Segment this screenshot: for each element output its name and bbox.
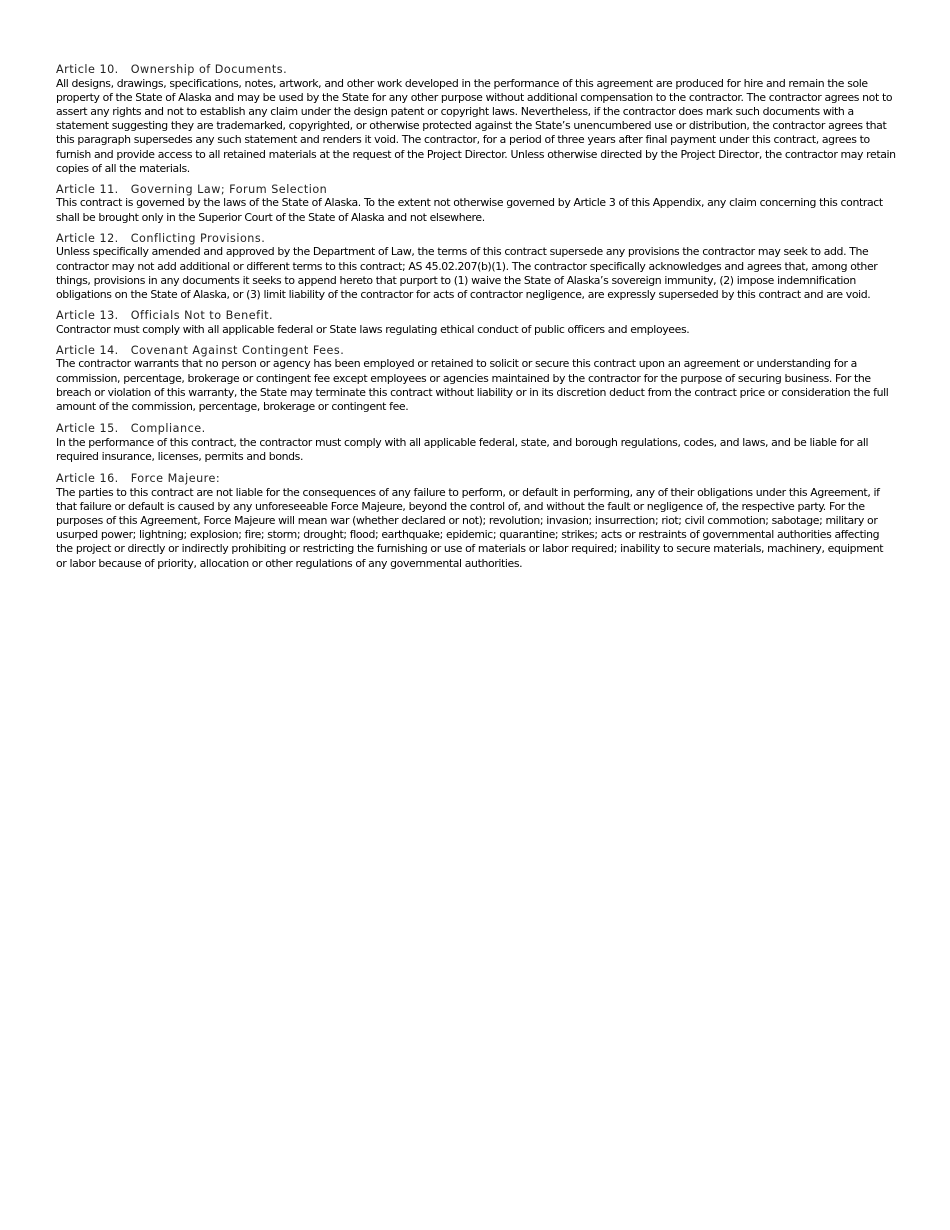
article-number: Article 15. (56, 422, 119, 436)
article-heading (56, 309, 896, 323)
article-body: Unless specifically amended and approved by the Department of Law, the terms of this contract supersede any provisions the contractor may seek to add. The contractor may not add additional or different terms to this contract; AS 45.02.207(b)(1). The contractor specifically acknowledges and agrees that, among other things, provisions in any documents it seeks to append hereto that purport to (1) waive the State of Alaska’s sovereign immunity, (2) impose indemnification obligations on the State of Alaska, or (3) limit liability of the contractor for acts of contractor negligence, are expressly superseded by this contract and are void. (56, 245, 878, 301)
article-13 (56, 309, 896, 337)
article-title: Ownership of Documents. (130, 63, 288, 76)
article-title: Officials Not to Benefit. (130, 309, 274, 323)
article-16 (56, 472, 896, 571)
article-heading (56, 232, 896, 246)
article-number: Article 14. (56, 343, 119, 357)
article-number: Article 16. (56, 472, 119, 486)
document-page (56, 63, 896, 578)
article-14 (56, 344, 896, 414)
article-11 (56, 183, 896, 225)
article-title: Covenant Against Contingent Fees. (130, 343, 345, 357)
article-heading (56, 63, 896, 77)
article-12 (56, 232, 896, 302)
article-15 (56, 422, 896, 464)
article-title: Compliance. (130, 422, 206, 436)
article-body: All designs, drawings, specifications, notes, artwork, and other work developed in the performance of this agreement are produced for hire and remain the sole property of the State of Alaska and may be used by the State for any other purpose without additional compensation to the contractor. The contractor agrees not to assert any rights and not to establish any claim under the design patent or copyright laws. Nevertheless, if the contractor does mark such documents with a statement suggesting they are trademarked, copyrighted, or otherwise protected against the State’s unencumbered use or distribution, the contractor agrees that this paragraph supersedes any such statement and renders it void. The contractor, for a period of three years after final payment under this contract, agrees to furnish and provide access to all retained materials at the request of the Project Director. Unless otherwise directed by the Project Director, the contractor may retain copies of all the materials. (56, 76, 896, 175)
article-body: The parties to this contract are not liable for the consequences of any failure to perform, or default in performing, any of their obligations under this Agreement, if that failure or default is caused by any unforeseeable Force Majeure, beyond the control of, and without the fault or negligence of, the respective party. For the purposes of this Agreement, Force Majeure will mean war (whether declared or not); revolution; invasion; insurrection; riot; civil commotion; sabotage; military or usurped power; lightning; explosion; fire; storm; drought; flood; earthquake; epidemic; quarantine; strikes; acts or restraints of governmental authorities affecting the project or directly or indirectly prohibiting or restricting the furnishing or use of materials or labor required; inability to secure materials, machinery, equipment or labor because of priority, allocation or other regulations of any governmental authorities. (56, 485, 884, 570)
article-title: Conflicting Provisions. (130, 231, 266, 245)
article-heading (56, 344, 896, 358)
article-number: Article 13. (56, 309, 119, 323)
article-body: Contractor must comply with all applicable federal or State laws regulating ethical conduct of public officers and employees. (56, 322, 690, 336)
article-number: Article 10. (56, 63, 119, 76)
article-title: Force Majeure: (130, 472, 221, 486)
article-body: This contract is governed by the laws of the State of Alaska. To the extent not otherwise governed by Article 3 of this Appendix, any claim concerning this contract shall be brought only in the Superior Court of the State of Alaska and not elsewhere. (56, 196, 883, 224)
article-heading (56, 183, 896, 197)
article-number: Article 11. (56, 182, 119, 196)
article-heading (56, 472, 896, 486)
article-title: Governing Law; Forum Selection (130, 182, 328, 196)
article-heading (56, 422, 896, 436)
article-body: The contractor warrants that no person or agency has been employed or retained to solicit or secure this contract upon an agreement or understanding for a commission, percentage, brokerage or contingent fee except employees or agencies maintained by the contractor for the purpose of securing business. For the breach or violation of this warranty, the State may terminate this contract without liability or in its discretion deduct from the contract price or consideration the full amount of the commission, percentage, brokerage or contingent fee. (56, 357, 889, 413)
article-body: In the performance of this contract, the contractor must comply with all applicable federal, state, and borough regulations, codes, and laws, and be liable for all required insurance, licenses, permits and bonds. (56, 435, 869, 463)
article-number: Article 12. (56, 231, 119, 245)
article-10 (56, 63, 896, 176)
